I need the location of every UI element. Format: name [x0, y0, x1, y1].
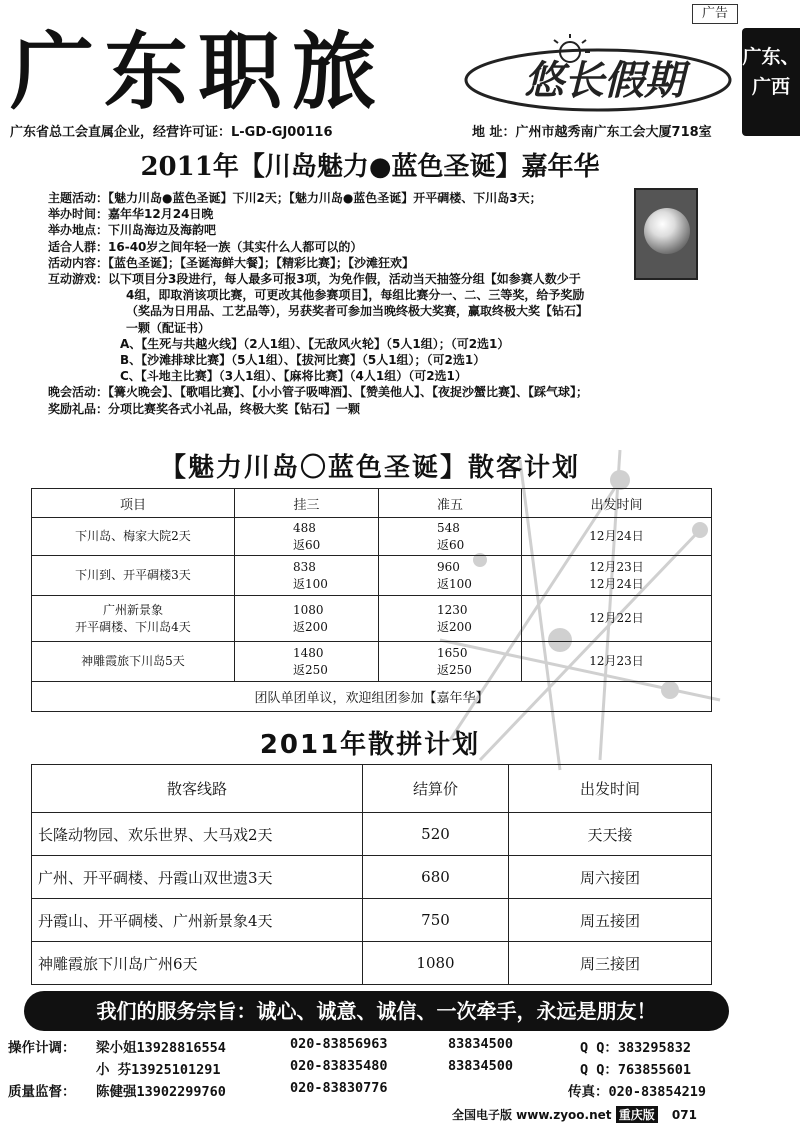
- plan1-title: 【魅力川岛〇蓝色圣诞】散客计划: [159, 453, 580, 483]
- plan1-header: 挂三: [235, 489, 379, 518]
- cell-line: 返60: [293, 537, 321, 552]
- region-tab[interactable]: [742, 28, 800, 136]
- table-cell: [32, 556, 235, 596]
- cell-line: 12月24日: [589, 529, 644, 543]
- service-banner: 我们的服务宗旨：诚心、诚意、诚信、一次牵手，永远是朋友！: [24, 991, 729, 1031]
- cell-line: 1080: [293, 602, 324, 617]
- diamond-icon: [644, 208, 690, 254]
- contact-tel: 020-83856963: [290, 1036, 388, 1052]
- table-footer: 团队单团单议，欢迎组团参加【嘉年华】: [32, 682, 712, 712]
- plan1-header: 准五: [379, 489, 522, 518]
- cell-line: 12月23日: [589, 559, 644, 574]
- cell-line: 12月22日: [589, 611, 644, 625]
- table-row: [32, 556, 712, 596]
- cell-line: 广州新景象: [102, 602, 163, 617]
- logo-text: 悠长假期: [524, 57, 684, 104]
- event-info-row: [48, 287, 708, 303]
- cell-line: 返200: [293, 619, 328, 634]
- cell-line: 返100: [437, 576, 472, 591]
- footer-site[interactable]: 全国电子版 www.zyoo.net: [452, 1108, 612, 1122]
- cell-line: 返250: [293, 662, 328, 677]
- table-cell: 周三接团: [509, 942, 712, 985]
- cell-line: 返200: [437, 619, 472, 634]
- cell-line: 838: [293, 559, 316, 574]
- table-cell: [379, 596, 522, 642]
- event-info-row: [48, 190, 708, 206]
- address-line: 地 址：广州市越秀南广东工会大厦718室: [472, 125, 712, 140]
- cell-line: 返250: [437, 662, 472, 677]
- event-info-value: 一颗（配证书）: [126, 320, 211, 335]
- event-info-key: 奖励礼品：: [48, 401, 109, 416]
- plan1-header: 出发时间: [522, 489, 712, 518]
- region-tab-line2: 广西: [751, 76, 790, 98]
- edition-badge: 重庆版: [616, 1106, 658, 1123]
- event-info-value: 嘉年华12月24日晚: [108, 207, 214, 222]
- table-cell: [522, 596, 712, 642]
- table-cell: 广州、开平碉楼、丹霞山双世遗3天: [32, 856, 363, 899]
- event-info-value: 4组，即取消该项比赛，可更改其他参赛项目】，每组比赛分一、二、三等奖，给予奖励: [126, 288, 585, 303]
- table-cell: 680: [363, 856, 509, 899]
- event-info-value: 下川岛海边及海韵吧: [108, 223, 217, 238]
- table-cell: 1080: [363, 942, 509, 985]
- cell-line: 960: [437, 559, 460, 574]
- event-title: 2011年【川岛魅力●蓝色圣诞】嘉年华: [140, 152, 600, 182]
- cell-line: 下川岛、梅家大院2天: [75, 529, 191, 543]
- event-info-key: 互动游戏：: [48, 272, 109, 287]
- event-info-value: 【篝火晚会】、【歌唱比赛】、【小小管子吸啤酒】、【赞美他人】、【夜捉沙蟹比赛】、【踩气球】；: [108, 385, 589, 400]
- table-footer-row: [32, 682, 712, 712]
- contact-name: 陈健强13902299760: [96, 1084, 226, 1100]
- qc-label: 质量监督：: [8, 1084, 76, 1100]
- table-cell: [379, 556, 522, 596]
- event-info-value: 【魅力川岛●蓝色圣诞】下川2天；【魅力川岛●蓝色圣诞】开平碉楼、下川岛3天；: [108, 191, 542, 205]
- table-cell: [235, 596, 379, 642]
- cell-line: 开平碉楼、下川岛4天: [75, 619, 191, 634]
- table-cell: 周六接团: [509, 856, 712, 899]
- event-info-value: C、【斗地主比赛】（3人1组）、【麻将比赛】（4人1组）（可2选1）: [120, 369, 467, 384]
- brand-name: 广东职旅: [10, 22, 387, 121]
- contact-fax: 传真：020-83854219: [568, 1084, 707, 1100]
- table-cell: [235, 556, 379, 596]
- table-row: [32, 596, 712, 642]
- cell-line: 下川到、开平碉楼3天: [75, 568, 191, 582]
- table-cell: [522, 642, 712, 682]
- table-cell: [235, 642, 379, 682]
- event-info-key: 晚会活动：: [48, 385, 109, 400]
- table-row: [32, 642, 712, 682]
- cell-line: 548: [437, 520, 460, 535]
- table-cell: [235, 518, 379, 556]
- cell-line: 1230: [437, 602, 468, 617]
- event-info-key: 主题活动：: [48, 191, 109, 205]
- event-info-row: [48, 320, 708, 336]
- region-tab-line1: 广东、: [742, 46, 800, 68]
- ops-label: 操作计调：: [8, 1040, 76, 1056]
- page-footer: [452, 1106, 697, 1123]
- cell-line: 返100: [293, 576, 328, 591]
- diamond-image: [634, 188, 698, 280]
- plan2-title: 2011年散拼计划: [259, 730, 481, 760]
- table-cell: 丹霞山、开平碉楼、广州新景象4天: [32, 899, 363, 942]
- event-info-value: 16-40岁之间年轻一族（其实什么人都可以的）: [108, 239, 363, 254]
- event-info-row: [48, 336, 708, 352]
- cell-line: 返60: [437, 537, 465, 552]
- contact-qq: Q Q：383295832: [580, 1040, 692, 1056]
- event-info-value: 分项比赛奖各式小礼品，终极大奖【钻石】一颗: [108, 401, 361, 416]
- event-info-value: 【蓝色圣诞】；【圣诞海鲜大餐】；【精彩比赛】；【沙滩狂欢】: [108, 255, 415, 270]
- cell-line: 12月24日: [589, 576, 644, 591]
- table-row: [32, 899, 712, 942]
- event-info-row: [48, 303, 708, 319]
- plan2-header: 散客线路: [32, 765, 363, 813]
- cell-line: 神雕霞旅下川岛5天: [81, 654, 185, 668]
- event-info-row: [48, 222, 708, 238]
- event-info-value: B、【沙滩排球比赛】（5人1组）、【拔河比赛】（5人1组）；（可2选1）: [120, 353, 486, 368]
- event-info-value: （奖品为日用品、工艺品等），另获奖者可参加当晚终极大奖赛，赢取终极大奖【钻石】: [126, 304, 589, 319]
- cell-line: 1650: [437, 645, 468, 660]
- table-cell: [379, 518, 522, 556]
- event-info-key: 举办地点：: [48, 223, 109, 238]
- table-cell: 周五接团: [509, 899, 712, 942]
- plan1-header: 项目: [32, 489, 235, 518]
- event-info-key: 活动内容：: [48, 255, 109, 270]
- event-info-row: [48, 271, 708, 287]
- cell-line: 12月23日: [589, 654, 644, 668]
- contact-name: 小 芬13925101291: [96, 1062, 221, 1078]
- event-info-key: 适合人群：: [48, 239, 109, 254]
- contact-tel: 83834500: [448, 1036, 514, 1052]
- table-row: [32, 856, 712, 899]
- table-cell: 神雕霞旅下川岛广州6天: [32, 942, 363, 985]
- license-line: 广东省总工会直属企业，经营许可证：L-GD-GJ00116: [10, 125, 333, 140]
- contact-name: 梁小姐13928816554: [96, 1040, 226, 1056]
- event-info-row: [48, 255, 708, 271]
- table-cell: [32, 518, 235, 556]
- table-cell: 520: [363, 813, 509, 856]
- table-cell: 天天接: [509, 813, 712, 856]
- table-cell: [522, 518, 712, 556]
- table-cell: 750: [363, 899, 509, 942]
- table-cell: [32, 596, 235, 642]
- event-info-key: 举办时间：: [48, 207, 109, 222]
- contact-tel: 83834500: [448, 1058, 514, 1074]
- event-info-row: [48, 239, 708, 255]
- event-info: [48, 190, 708, 417]
- table-row: [32, 942, 712, 985]
- table-cell: [379, 642, 522, 682]
- contact-tel: 020-83830776: [290, 1080, 388, 1096]
- plan2-header: 出发时间: [509, 765, 712, 813]
- event-info-row: [48, 401, 708, 417]
- cell-line: 488: [293, 520, 316, 535]
- table-cell: 长隆动物园、欢乐世界、大马戏2天: [32, 813, 363, 856]
- event-info-row: [48, 206, 708, 222]
- page-number: 071: [671, 1108, 697, 1122]
- event-info-row: [48, 368, 708, 384]
- event-info-value: A、【生死与共越火线】（2人1组）、【无敌风火轮】（5人1组）；（可2选1）: [120, 336, 510, 351]
- holiday-logo: [458, 30, 740, 116]
- plan1-table: [31, 488, 712, 712]
- cell-line: 1480: [293, 645, 324, 660]
- plan2-header: 结算价: [363, 765, 509, 813]
- event-info-row: [48, 352, 708, 368]
- contact-tel: 020-83835480: [290, 1058, 388, 1074]
- table-row: [32, 813, 712, 856]
- table-cell: [522, 556, 712, 596]
- event-info-row: [48, 384, 708, 400]
- event-info-value: 以下项目分3段进行，每人最多可报3项，为免作假，活动当天抽签分组【如参赛人数少于: [108, 272, 581, 287]
- ad-tag: 广告: [692, 4, 738, 24]
- table-cell: [32, 642, 235, 682]
- contact-qq: Q Q：763855601: [580, 1062, 692, 1078]
- plan2-table: [31, 764, 712, 985]
- table-row: [32, 518, 712, 556]
